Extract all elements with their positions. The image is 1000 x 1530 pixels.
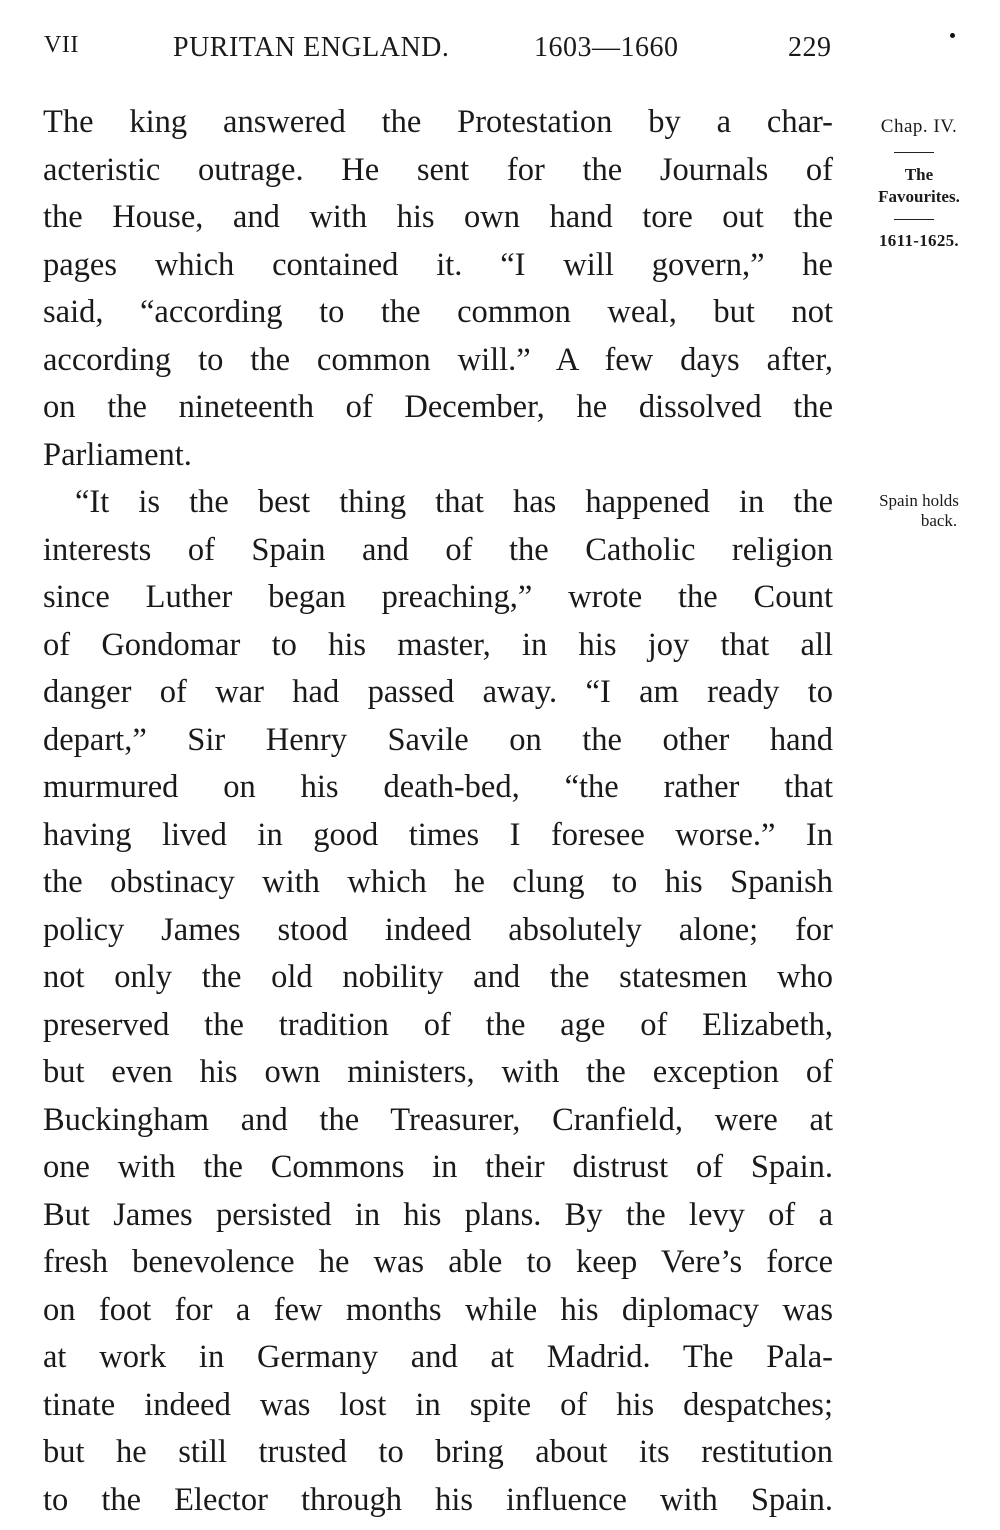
period-years: 1603—1660 bbox=[534, 32, 679, 63]
section-marginal-title bbox=[844, 164, 994, 208]
side-note bbox=[844, 491, 994, 531]
margin-rule-bottom bbox=[894, 219, 934, 220]
page-number: 229 bbox=[788, 32, 832, 63]
text-line: pages which contained it. “I will govern,” he bbox=[43, 246, 833, 283]
text-line: of Gondomar to his master, in his joy that all bbox=[43, 626, 833, 663]
text-line: depart,” Sir Henry Savile on the other hand bbox=[43, 721, 833, 758]
section-dates: 1611-1625. bbox=[879, 231, 959, 250]
text-line: on foot for a few months while his diplomacy was bbox=[43, 1291, 833, 1328]
text-line: “It is the best thing that has happened in the bbox=[75, 484, 833, 520]
volume-number: VII bbox=[44, 32, 79, 58]
text-line: acteristic outrage. He sent for the Journals of bbox=[43, 151, 833, 188]
text-line: danger of war had passed away. “I am ready to bbox=[43, 674, 833, 710]
text-line: to the Elector through his influence with Spain. bbox=[43, 1481, 833, 1518]
text-line: But James persisted in his plans. By the levy of a bbox=[43, 1196, 833, 1233]
side-note-line2: back. bbox=[920, 511, 958, 530]
running-header bbox=[40, 32, 840, 72]
chapter-marginal-note: Chap. IV. bbox=[880, 116, 958, 137]
section-title-line2: Favourites. bbox=[878, 187, 960, 206]
side-note-line1: Spain holds bbox=[879, 491, 959, 510]
text-line: fresh benevolence he was able to keep Vere’s force bbox=[43, 1244, 833, 1280]
text-line: since Luther began preaching,” wrote the Count bbox=[43, 579, 833, 615]
text-line: but he still trusted to bring about its restitution bbox=[43, 1434, 833, 1470]
text-line: but even his own ministers, with the exception of bbox=[43, 1054, 833, 1090]
text-line: tinate indeed was lost in spite of his despatches; bbox=[43, 1386, 833, 1423]
text-line: at work in Germany and at Madrid. The Pala- bbox=[43, 1339, 833, 1375]
text-line: the obstinacy with which he clung to his Spanish bbox=[43, 864, 833, 900]
margin-rule-top bbox=[894, 152, 934, 153]
text-line: Parliament. bbox=[43, 436, 192, 473]
text-line: said, “according to the common weal, but not bbox=[43, 294, 833, 330]
body-text bbox=[43, 99, 833, 1524]
text-line: interests of Spain and of the Catholic religion bbox=[43, 531, 833, 568]
text-line: the House, and with his own hand tore out the bbox=[43, 199, 833, 235]
text-line: having lived in good times I foresee worse.” In bbox=[43, 816, 833, 853]
text-line: according to the common will.” A few days after, bbox=[43, 341, 833, 378]
text-line: Buckingham and the Treasurer, Cranfield, were at bbox=[43, 1101, 833, 1138]
running-title: PURITAN ENGLAND. bbox=[173, 32, 450, 63]
text-line: on the nineteenth of December, he dissolved the bbox=[43, 389, 833, 425]
print-speck bbox=[950, 33, 955, 38]
text-line: one with the Commons in their distrust of Spain. bbox=[43, 1149, 833, 1185]
text-line: policy James stood indeed absolutely alone; for bbox=[43, 911, 833, 948]
text-line: murmured on his death-bed, “the rather that bbox=[43, 769, 833, 805]
section-title-line1: The bbox=[904, 165, 934, 184]
text-line: The king answered the Protestation by a char- bbox=[43, 104, 833, 140]
text-line: preserved the tradition of the age of Elizabeth, bbox=[43, 1006, 833, 1043]
text-line: not only the old nobility and the statesmen who bbox=[43, 959, 833, 995]
